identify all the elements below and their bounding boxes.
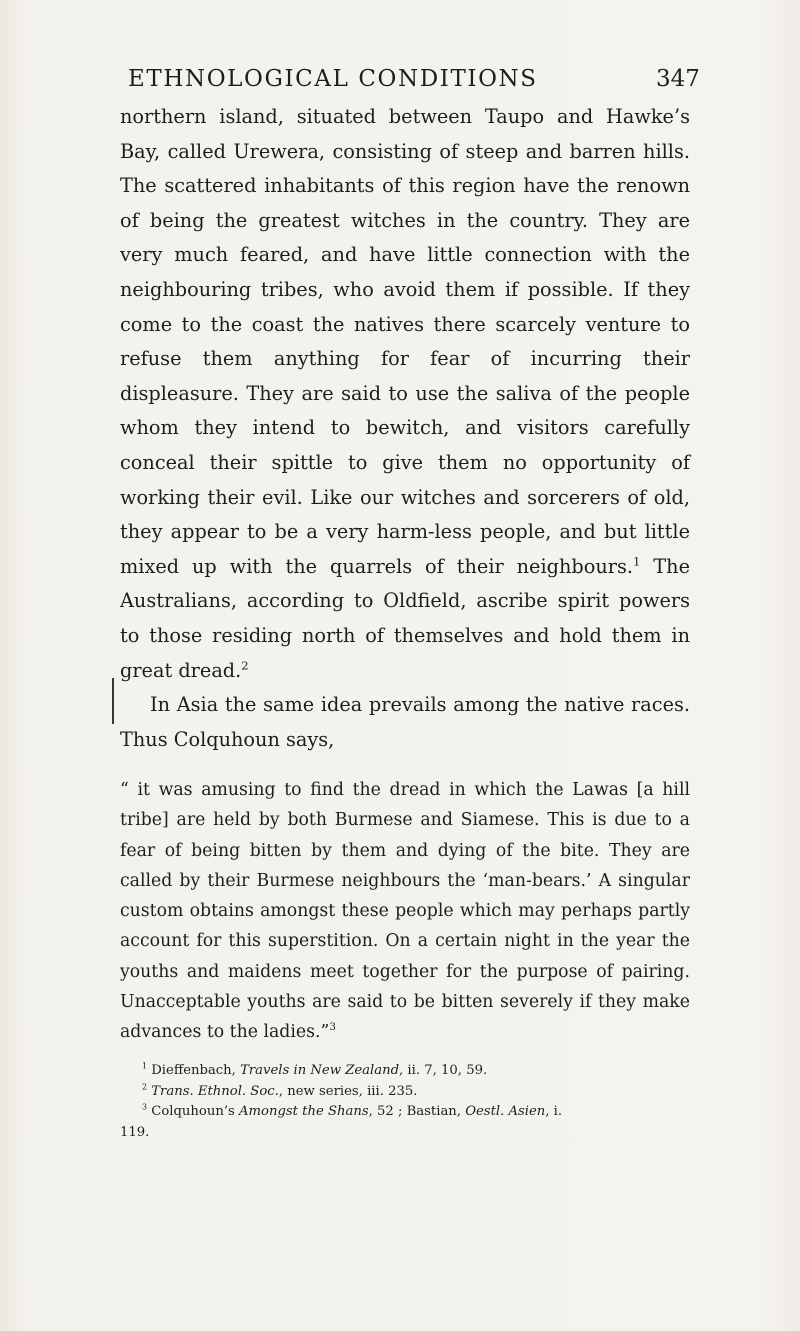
footnote-3-continuation: 119. [120,1124,150,1140]
footnote-2 [120,1082,690,1103]
block-quote-text: “ it was amusing to find the dread in which the Lawas [a hill tribe] are held by both Burmese and Siamese. This is due to a fear of being bitten by them and dying of the bite. They are called by their Burmese neighbours the ‘man-bears.’ A singular custom obtains amongst these people which may perhaps partly account for this superstition. On a certain night in the year the youths and maidens meet together for the purpose of pairing. Unacceptable youths are said to be bitten severely if they make advances to the ladies.” [120,780,690,1042]
footnote-number: 1 [142,1061,148,1071]
footnotes [120,1061,690,1143]
paragraph-2-text: In Asia the same idea prevails among the native races. Thus Colquhoun says, [120,693,690,751]
block-quote [120,775,690,1047]
page-body [120,100,690,1143]
footnote-ref-3: 3 [329,1021,336,1034]
running-head [128,66,700,98]
footnote-number: 2 [142,1082,148,1092]
running-title: ETHNOLOGICAL CONDITIONS [128,66,538,92]
footnote-title: Trans. Ethnol. Soc. [151,1083,279,1099]
footnote-author: Dieffenbach, [151,1063,241,1079]
paragraph-1-text-continued: The Australians, according to Oldfield, ascribe spirit powers to those residing north of themselves and hold them in great dread. [120,554,690,682]
footnote-ref-2: 2 [241,658,249,673]
paragraph-1-text: northern island, situated between Taupo and Hawke’s Bay, called Urewera, consisting of steep and barren hills. The scattered inhabitants of this region have the renown of being the greatest witches in the country. They are very much feared, and have little connection with the neighbouring tribes, who avoid them if possible. If they come to the coast the natives there scarcely venture to refuse them anything for fear of incurring their displeasure. They are said to use the saliva of the people whom they intend to bewitch, and visitors carefully conceal their spittle to give them no opportunity of working their evil. Like our witches and sorcerers of old, they appear to be a very harm-less people, and but little mixed up with the quarrels of their neighbours. [120,105,690,578]
footnote-title: Amongst the Shans [239,1104,369,1120]
footnote-author: Colquhoun’s [151,1104,239,1120]
footnote-number: 3 [142,1102,148,1112]
footnote-detail: , 52 ; Bastian, [368,1104,466,1120]
footnote-detail: , new series, iii. 235. [278,1083,418,1099]
footnote-title-2: Oestl. Asien [465,1104,546,1120]
paragraph-2 [120,688,690,757]
footnote-3 [120,1102,690,1123]
paragraph-1 [120,100,690,688]
footnote-ref-1: 1 [633,554,641,569]
footnote-detail: , ii. 7, 10, 59. [399,1063,488,1079]
footnote-1 [120,1061,690,1082]
footnote-detail-2: , i. [545,1104,563,1120]
footnote-title: Travels in New Zealand [240,1063,400,1079]
margin-mark [112,678,114,724]
page-number: 347 [656,66,700,92]
